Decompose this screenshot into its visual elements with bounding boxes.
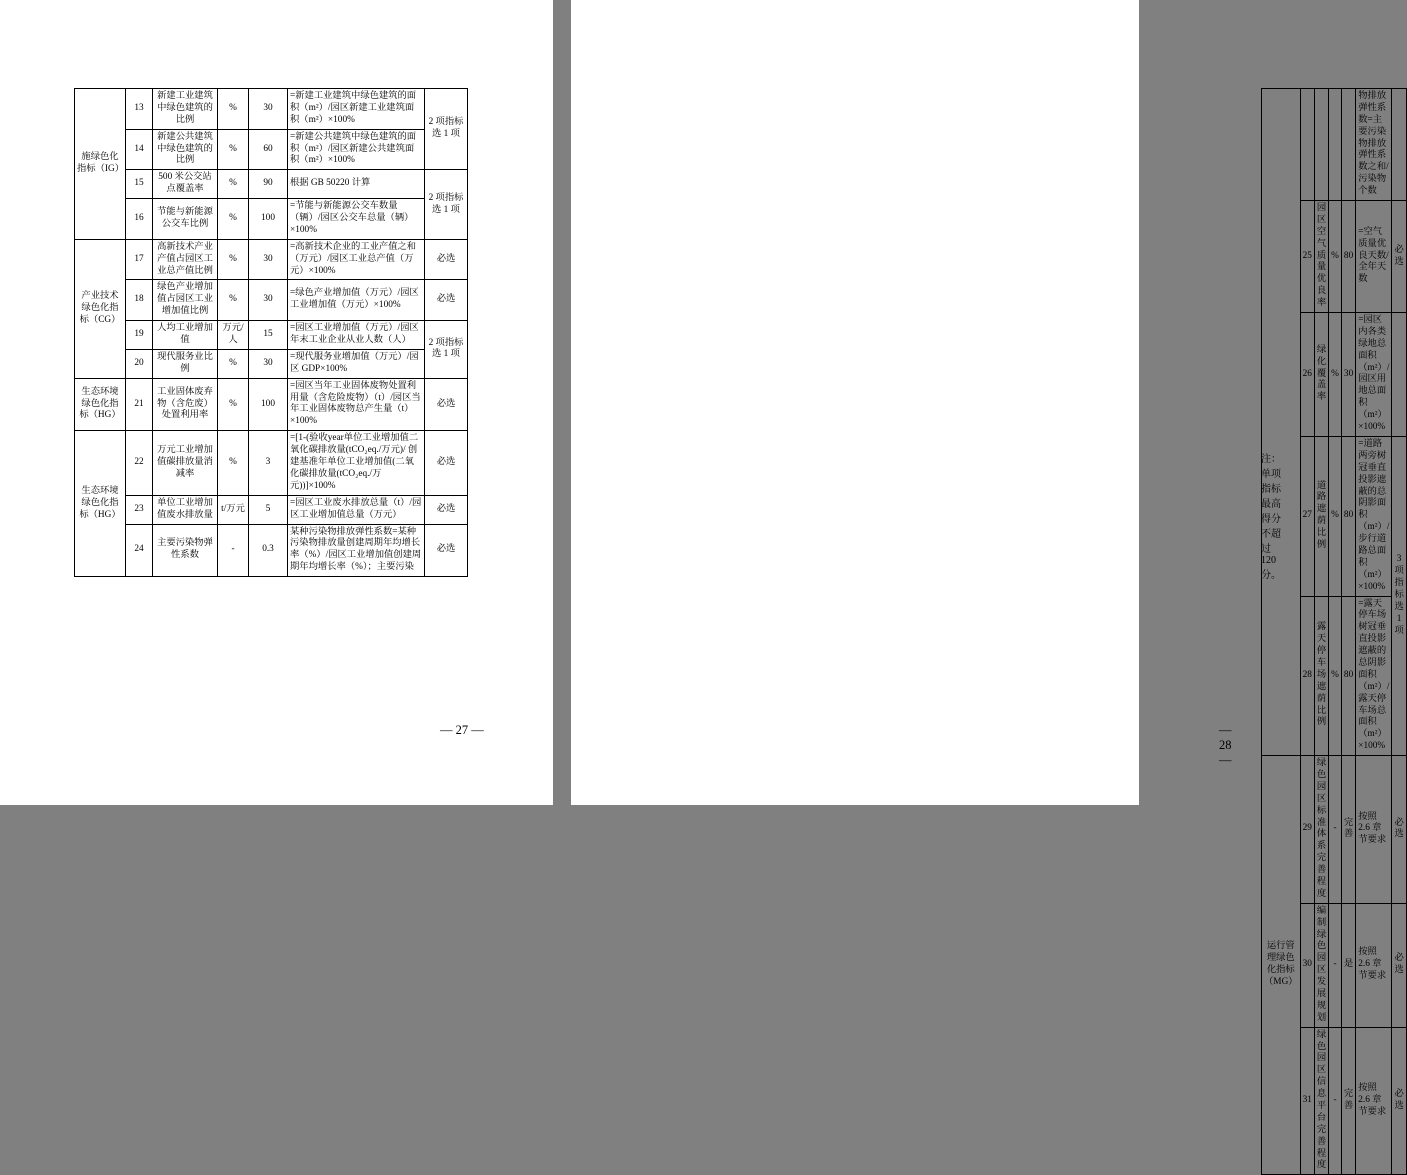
cell-no: 29	[1300, 756, 1314, 904]
cell-name: 节能与新能源公交车比例	[153, 199, 218, 240]
cell-category: 生态环境绿色化指标（HG）	[75, 378, 126, 431]
cell-unit: %	[218, 431, 249, 495]
cell-calc: =园区工业废水排放总量（t）/园区工业增加值总量（万元）	[288, 495, 425, 524]
cell-req	[1392, 89, 1406, 201]
cell-score: 30	[249, 349, 288, 378]
cell-no: 22	[126, 431, 153, 495]
page-27	[0, 0, 553, 805]
cell-calc: =新建工业建筑中绿色建筑的面积（m²）/园区新建工业建筑面积（m²）×100%	[288, 89, 425, 130]
cell-name: 人均工业增加值	[153, 321, 218, 350]
cell-unit: %	[1329, 596, 1342, 756]
cell-req: 必选	[425, 280, 468, 321]
cell-req: 2 项指标选 1 项	[425, 89, 468, 170]
cell-no: 26	[1300, 313, 1314, 437]
table-footnote: 注：单项指标最高得分不超过 120 分。	[1261, 454, 1281, 581]
cell-no: 16	[126, 199, 153, 240]
cell-calc: 物排放弹性系数=主要污染物排放弹性系数之和/污染物个数	[1356, 89, 1392, 201]
cell-no: 24	[126, 524, 153, 577]
table-row	[75, 378, 468, 431]
cell-req: 必选	[425, 524, 468, 577]
cell-name: 万元工业增加值碳排放量消减率	[153, 431, 218, 495]
cell-unit: -	[1329, 1027, 1342, 1175]
cell-no: 14	[126, 129, 153, 170]
cell-no: 28	[1300, 596, 1314, 756]
cell-unit: 万元/人	[218, 321, 249, 350]
cell-name	[1314, 89, 1328, 201]
cell-req	[1392, 313, 1406, 437]
cell-req: 必选	[425, 495, 468, 524]
table-row	[1262, 756, 1407, 904]
cell-name: 主要污染物弹性系数	[153, 524, 218, 577]
cell-no	[1300, 89, 1314, 201]
cell-unit: -	[1329, 756, 1342, 904]
cell-score: 60	[249, 129, 288, 170]
cell-score: 5	[249, 495, 288, 524]
cell-name: 现代服务业比例	[153, 349, 218, 378]
cell-req: 必选	[425, 431, 468, 495]
cell-no: 20	[126, 349, 153, 378]
cell-req: 3 项指标选 1 项	[1392, 436, 1406, 755]
indicator-table-right	[1261, 88, 1407, 1175]
cell-no: 18	[126, 280, 153, 321]
table-row	[75, 431, 468, 495]
cell-name: 园区空气质量优良率	[1314, 201, 1328, 313]
table-row	[75, 129, 468, 170]
cell-calc: =园区内各类绿地总面积（m²）/园区用地总面积（m²）×100%	[1356, 313, 1392, 437]
cell-score: 30	[1341, 313, 1355, 437]
cell-unit: %	[218, 349, 249, 378]
cell-calc: 某种污染物排放弹性系数=某种污染物排放量创建周期年均增长率（%）/园区工业增加值创建周期年均增长率（%）；主要污染	[288, 524, 425, 577]
cell-unit: t/万元	[218, 495, 249, 524]
cell-name: 工业固体废弃物（含危废）处置利用率	[153, 378, 218, 431]
cell-score: 0.3	[249, 524, 288, 577]
cell-unit: %	[218, 378, 249, 431]
cell-score: 完善	[1341, 756, 1355, 904]
cell-name: 新建公共建筑中绿色建筑的比例	[153, 129, 218, 170]
cell-unit	[1329, 89, 1342, 201]
cell-score: 30	[249, 89, 288, 130]
cell-score: 90	[249, 170, 288, 199]
cell-name: 绿化覆盖率	[1314, 313, 1328, 437]
cell-score: 15	[249, 321, 288, 350]
cell-req: 必选	[1392, 201, 1406, 313]
cell-calc: 按照 2.6 章节要求	[1356, 903, 1392, 1027]
cell-unit: %	[218, 199, 249, 240]
cell-unit: %	[218, 239, 249, 280]
cell-unit: %	[218, 170, 249, 199]
cell-score: 30	[249, 239, 288, 280]
cell-req: 必选	[1392, 1027, 1406, 1175]
cell-name: 绿色产业增加值占园区工业增加值比例	[153, 280, 218, 321]
cell-score: 是	[1341, 903, 1355, 1027]
table-row	[75, 524, 468, 577]
cell-calc: =园区当年工业固体废物处置利用量（含危险废物）（t）/园区当年工业固体废物总产生量（t）×100%	[288, 378, 425, 431]
cell-req: 必选	[425, 378, 468, 431]
table-row	[75, 321, 468, 350]
cell-no: 19	[126, 321, 153, 350]
cell-no: 13	[126, 89, 153, 130]
table-row	[75, 239, 468, 280]
cell-req: 必选	[1392, 903, 1406, 1027]
cell-calc: =高新技术企业的工业产值之和（万元）/园区工业总产值（万元）×100%	[288, 239, 425, 280]
table-row	[75, 199, 468, 240]
cell-score: 100	[249, 199, 288, 240]
cell-score: 30	[249, 280, 288, 321]
page-28-sheet	[571, 0, 1404, 1171]
page-number-right: — 28 —	[1219, 723, 1232, 767]
cell-calc: 按照 2.6 章节要求	[1356, 756, 1392, 904]
cell-calc: =[1-(验收year单位工业增加值二氧化碳排放量(tCO₂eq./万元)/ 创建基准年单位工业增加值(二氧化碳排放量(tCO₂eq./万元))]×100%	[288, 431, 425, 495]
cell-name: 绿色园区标准体系完善程度	[1314, 756, 1328, 904]
cell-category: 运行管理绿色化指标（MG）	[1262, 756, 1301, 1175]
cell-category	[1262, 89, 1301, 756]
cell-calc: =园区工业增加值（万元）/园区年末工业企业从业人数（人）	[288, 321, 425, 350]
table-row	[75, 349, 468, 378]
cell-name: 编制绿色园区发展规划	[1314, 903, 1328, 1027]
cell-no: 30	[1300, 903, 1314, 1027]
page-27-sheet	[0, 0, 553, 805]
cell-calc: 根据 GB 50220 计算	[288, 170, 425, 199]
table-row	[1262, 89, 1407, 201]
cell-no: 27	[1300, 436, 1314, 596]
cell-unit: -	[218, 524, 249, 577]
cell-name: 新建工业建筑中绿色建筑的比例	[153, 89, 218, 130]
cell-name: 露天停车场遮荫比例	[1314, 596, 1328, 756]
cell-no: 15	[126, 170, 153, 199]
cell-category: 生态环境绿色化指标（HG）	[75, 431, 126, 577]
cell-calc: =节能与新能源公交车数量（辆）/园区公交车总量（辆）×100%	[288, 199, 425, 240]
cell-no: 25	[1300, 201, 1314, 313]
indicator-table-left	[74, 88, 468, 577]
page-number-left: — 27 —	[440, 723, 484, 737]
cell-category: 产业技术绿色化指标（CG）	[75, 239, 126, 378]
cell-category: 施绿色化指标（IG）	[75, 89, 126, 240]
cell-score: 100	[249, 378, 288, 431]
cell-name: 500 米公交站点覆盖率	[153, 170, 218, 199]
cell-req: 必选	[1392, 756, 1406, 904]
cell-calc: =现代服务业增加值（万元）/园区 GDP×100%	[288, 349, 425, 378]
cell-req: 2 项指标选 1 项	[425, 170, 468, 239]
cell-calc: =露天停车场树冠垂直投影遮蔽的总阴影面积（m²）/露天停车场总面积（m²）×100%	[1356, 596, 1392, 756]
cell-unit: %	[1329, 436, 1342, 596]
cell-score: 80	[1341, 436, 1355, 596]
table-row	[75, 89, 468, 130]
cell-name: 单位工业增加值废水排放量	[153, 495, 218, 524]
page-28	[571, 0, 1404, 1171]
cell-score: 完善	[1341, 1027, 1355, 1175]
cell-unit: %	[1329, 201, 1342, 313]
cell-name: 高新技术产业产值占园区工业总产值比例	[153, 239, 218, 280]
cell-unit: %	[218, 89, 249, 130]
cell-score	[1341, 89, 1355, 201]
cell-score: 3	[249, 431, 288, 495]
cell-no: 17	[126, 239, 153, 280]
table-row	[75, 280, 468, 321]
cell-no: 21	[126, 378, 153, 431]
cell-unit: %	[1329, 313, 1342, 437]
cell-unit: %	[218, 280, 249, 321]
cell-req: 2 项指标选 1 项	[425, 321, 468, 379]
cell-calc: =空气质量优良天数/全年天数	[1356, 201, 1392, 313]
cell-calc: =绿色产业增加值（万元）/园区工业增加值（万元）×100%	[288, 280, 425, 321]
cell-no: 31	[1300, 1027, 1314, 1175]
cell-calc: 按照 2.6 章节要求	[1356, 1027, 1392, 1175]
cell-unit: %	[218, 129, 249, 170]
cell-no: 23	[126, 495, 153, 524]
cell-score: 80	[1341, 596, 1355, 756]
cell-calc: =新建公共建筑中绿色建筑的面积（m²）/园区新建公共建筑面积（m²）×100%	[288, 129, 425, 170]
cell-unit: -	[1329, 903, 1342, 1027]
cell-score: 80	[1341, 201, 1355, 313]
cell-req: 必选	[425, 239, 468, 280]
table-row	[75, 170, 468, 199]
cell-name: 绿色园区信息平台完善程度	[1314, 1027, 1328, 1175]
cell-calc: =道路两旁树冠垂直投影遮蔽的总阴影面积（m²）/步行道路总面积（m²）×100%	[1356, 436, 1392, 596]
cell-name: 道路遮荫比例	[1314, 436, 1328, 596]
table-row	[75, 495, 468, 524]
